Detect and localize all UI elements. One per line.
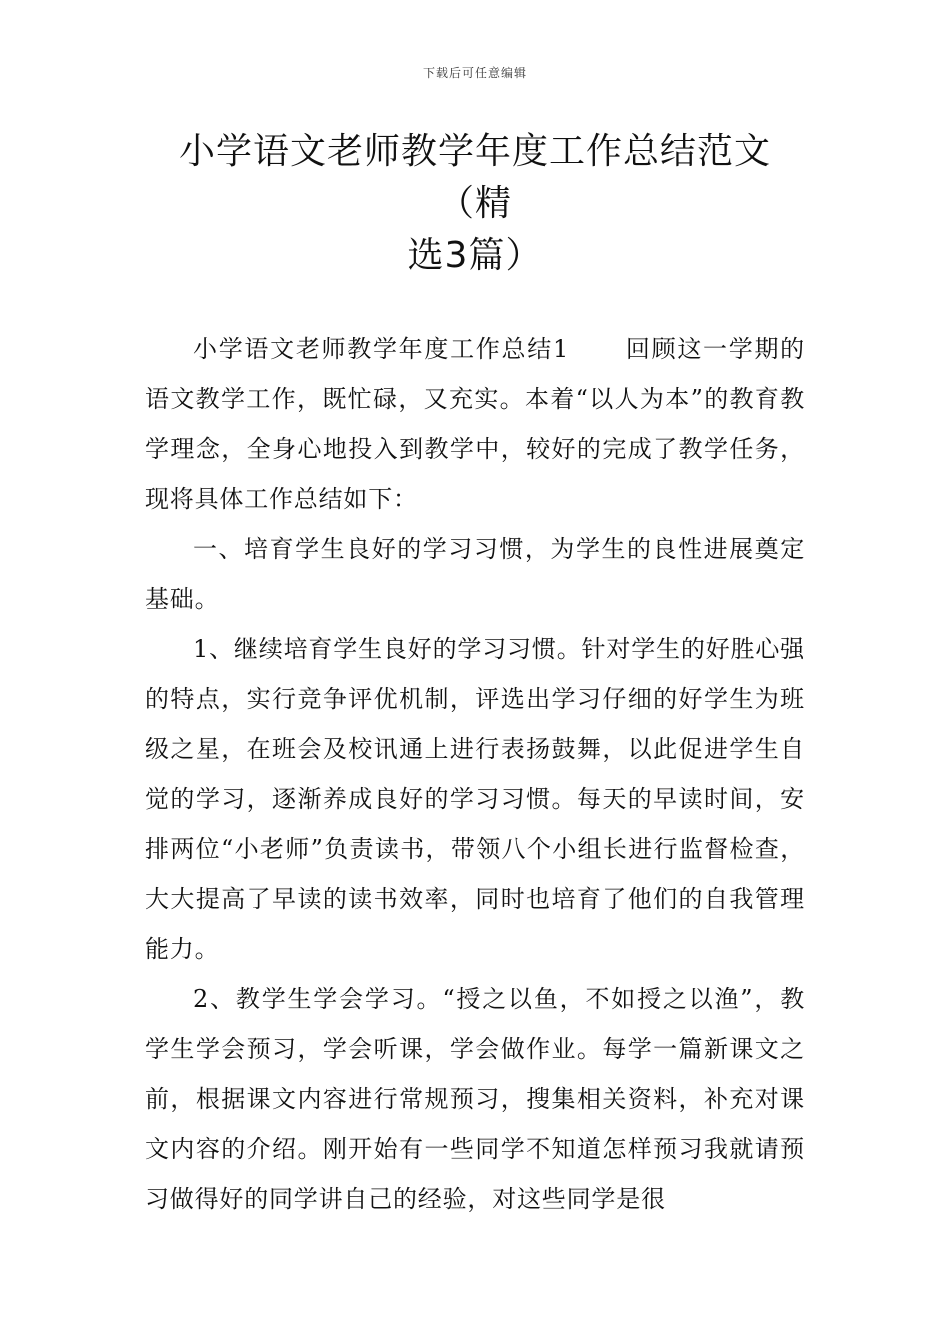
document-body [145, 324, 805, 1224]
header-note: 下载后可任意编辑 [422, 66, 527, 80]
intro-heading: 小学语文老师教学年度工作总结1 [193, 335, 570, 363]
title-line-1: 小学语文老师教学年度工作总结范文（精 [178, 131, 771, 224]
section-heading-paragraph: 一、培育学生良好的学习习惯，为学生的良性进展奠定基础。 [145, 535, 805, 613]
paragraph-text: 回顾这一学期的语文教学工作，既忙碌，又充实。本着“以人为本”的教育教学理念，全身心地投入到教学中，较好的完成了教学任务，现将具体工作总结如下： [145, 335, 805, 513]
intro-paragraph [145, 324, 805, 524]
document-title [145, 126, 805, 282]
body-paragraph: 2、教学生学会学习。“授之以鱼，不如授之以渔”，教学生学会预习，学会听课，学会做作业。每学一篇新课文之前，根据课文内容进行常规预习，搜集相关资料，补充对课文内容的介绍。刚开始有一些同学不知道怎样预习我就请预习做得好的同学讲自己的经验，对这些同学是很 [145, 985, 805, 1213]
title-line-2: 选3篇） [407, 235, 543, 276]
body-paragraph: 1、继续培育学生良好的学习习惯。针对学生的好胜心强的特点，实行竞争评优机制，评选出学习仔细的好学生为班级之星，在班会及校讯通上进行表扬鼓舞，以此促进学生自觉的学习，逐渐养成良好的学习习惯。每天的早读时间，安排两位“小老师”负责读书，带领八个小组长进行监督检查，大大提高了早读的读书效率，同时也培育了他们的自我管理能力。 [145, 635, 805, 963]
